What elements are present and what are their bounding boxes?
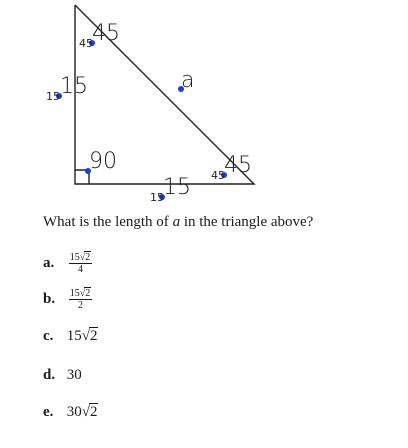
label-left-side: 15 — [60, 74, 88, 99]
choice-a-fraction — [69, 252, 93, 275]
choice-a-numerator: 15√2 — [69, 252, 91, 263]
choice-c-value: 15√2 — [66, 328, 98, 344]
choice-b-numerator: 15√2 — [69, 288, 91, 299]
choice-d[interactable] — [43, 367, 82, 384]
triangle-figure — [0, 0, 408, 208]
label-top-angle: 45 — [92, 21, 120, 46]
label-left-small: 15 — [46, 90, 60, 103]
label-bottom-small: 15 — [150, 191, 164, 204]
choice-a-denominator: 4 — [78, 264, 83, 275]
choice-c-letter: c. — [43, 328, 54, 344]
label-right-small: 45 — [211, 169, 225, 182]
label-bottom-side: 15 — [163, 175, 191, 200]
choice-a-letter: a. — [43, 254, 55, 271]
question-suffix: in the triangle above? — [183, 214, 314, 230]
choice-c[interactable] — [43, 328, 98, 345]
choice-b-letter: b. — [43, 290, 56, 307]
choice-e-letter: e. — [43, 404, 54, 420]
question-text — [43, 214, 313, 231]
question-prefix: What is the length of — [43, 214, 169, 230]
label-hypotenuse: a — [181, 68, 195, 93]
question-variable: a — [172, 214, 181, 230]
choice-a[interactable] — [43, 252, 92, 275]
choice-b-fraction — [69, 288, 93, 311]
label-right-angle-45: 45 — [224, 153, 252, 178]
label-right-angle: 90 — [89, 149, 117, 174]
label-top-small: 45 — [79, 37, 93, 50]
choice-e[interactable] — [43, 404, 98, 421]
choice-b[interactable] — [43, 288, 92, 311]
choice-d-letter: d. — [43, 367, 56, 383]
choice-b-denominator: 2 — [78, 300, 83, 311]
choice-e-value: 30√2 — [66, 404, 98, 420]
choice-d-value: 30 — [66, 367, 82, 383]
